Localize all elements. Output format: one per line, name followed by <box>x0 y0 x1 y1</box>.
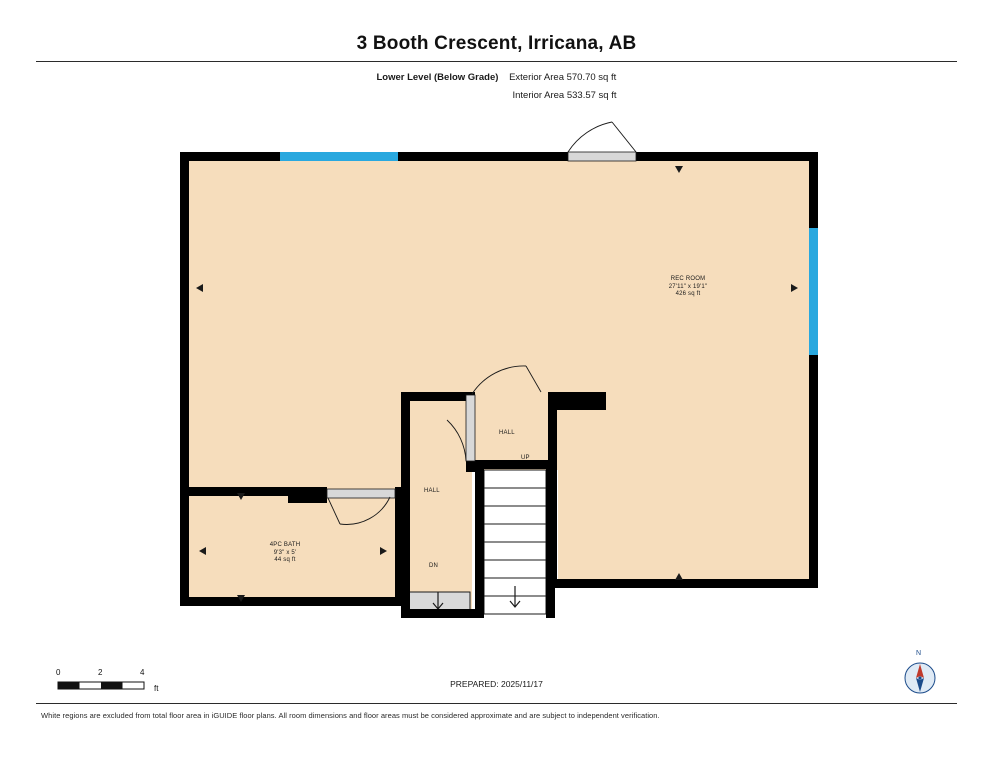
page-title: 3 Booth Crescent, Irricana, AB <box>356 33 637 54</box>
bath-area: 44 sq ft <box>274 557 296 563</box>
label-dn: DN <box>429 563 439 569</box>
label-hall-upper: HALL <box>499 430 515 436</box>
exterior-area: Exterior Area 570.70 sq ft <box>509 72 617 83</box>
scale-tick-4: 4 <box>140 668 145 677</box>
room-label-rec-room <box>638 276 738 299</box>
scale-tick-0: 0 <box>56 668 61 677</box>
rec-room-dimensions: 27'11" x 19'1" <box>668 283 708 290</box>
label-up: UP <box>521 455 530 461</box>
rec-room-name: REC ROOM <box>670 276 706 282</box>
label-hall-lower: HALL <box>424 488 440 494</box>
compass-icon <box>898 656 942 700</box>
footer-divider <box>36 703 957 704</box>
compass-rose <box>898 650 942 698</box>
rec-room-area: 426 sq ft <box>675 291 701 297</box>
scale-unit: ft <box>154 684 159 693</box>
prepared-date: PREPARED: 2025/11/17 <box>450 679 543 689</box>
scale-tick-2: 2 <box>98 668 103 677</box>
room-label-4pc-bath <box>240 542 330 565</box>
compass-north-label: N <box>916 650 922 657</box>
disclaimer-text: White regions are excluded from total floor area in iGUIDE floor plans. All room dimensions and floor areas must be considered approximate and are subject to independent verification. <box>41 711 660 720</box>
bath-name: 4PC BATH <box>269 542 301 548</box>
level-label: Lower Level (Below Grade) <box>376 72 499 83</box>
bath-dimensions: 9'3" x 5' <box>273 549 297 556</box>
door-top-entry <box>568 122 636 161</box>
interior-area: Interior Area 533.57 sq ft <box>512 90 617 101</box>
